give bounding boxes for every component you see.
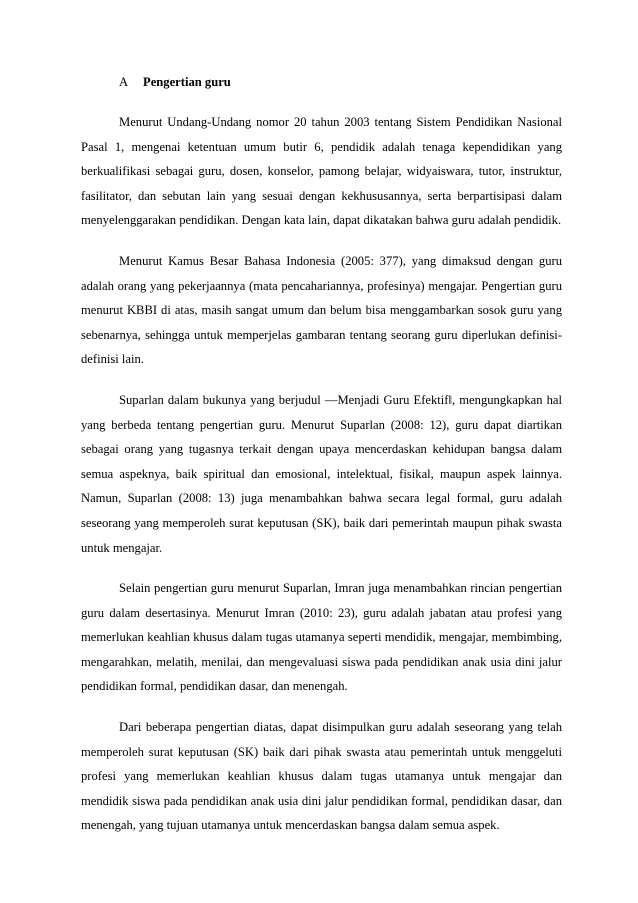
section-title: Pengertian guru [143,75,231,89]
paragraph-suparlan: Suparlan dalam bukunya yang berjudul ―Menjadi Guru Efektif‖, mengungkapkan hal yang berbeda tentang pengertian guru. Menurut Suparlan (2008: 12), guru dapat diartikan sebagai orang yang tugasnya terkait dengan upaya mencerdaskan kehidupan bangsa dalam semua aspeknya, baik spiritual dan emosional, intelektual, fisikal, maupun aspek lainnya. Namun, Suparlan (2008: 13) juga menambahkan bahwa secara legal formal, guru adalah seseorang yang memperoleh surat keputusan (SK), baik dari pemerintah maupun pihak swasta untuk mengajar. [81,392,562,555]
document-page [81,70,562,854]
paragraph-undang-undang: Menurut Undang-Undang nomor 20 tahun 2003 tentang Sistem Pendidikan Nasional Pasal 1, mengenai ketentuan umum butir 6, pendidik adalah tenaga kependidikan yang berkualifikasi sebagai guru, dosen, konselor, pamong belajar, widyaiswara, tutor, instruktur, fasilitator, dan sebutan lain yang sesuai dengan kekhususannya, serta berpartisipasi dalam menyelenggarakan pendidikan. Dengan kata lain, dapat dikatakan bahwa guru adalah pendidik. [81,115,562,228]
paragraph-kbbi: Menurut Kamus Besar Bahasa Indonesia (2005: 377), yang dimaksud dengan guru adalah orang yang pekerjaannya (mata pencahariannya, profesinya) mengajar. Pengertian guru menurut KBBI di atas, masih sangat umum dan belum bisa menggambarkan sosok guru yang sebenarnya, sehingga untuk memperjelas gambaran tentang seorang guru diperlukan definisi-definisi lain. [81,253,562,367]
paragraph-conclusion: Dari beberapa pengertian diatas, dapat disimpulkan guru adalah seseorang yang telah memperoleh surat keputusan (SK) baik dari pihak swasta atau pemerintah untuk menggeluti profesi yang memerlukan keahlian khusus dalam tugas utamanya untuk mengajar dan mendidik siswa pada pendidikan anak usia dini jalur pendidikan formal, pendidikan dasar, dan menengah, yang tujuan utamanya untuk mencerdaskan bangsa dalam semua aspek. [81,720,562,833]
section-heading [119,70,562,94]
paragraph-imran: Selain pengertian guru menurut Suparlan, Imran juga menambahkan rincian pengertian guru dalam desertasinya. Menurut Imran (2010: 23), guru adalah jabatan atau profesi yang memerlukan keahlian khusus dalam tugas utamanya seperti mendidik, mengajar, membimbing, mengarahkan, melatih, menilai, dan mengevaluasi siswa pada pendidikan anak usia dini jalur pendidikan formal, pendidikan dasar, dan menengah. [81,581,562,694]
section-number: A [119,75,129,89]
